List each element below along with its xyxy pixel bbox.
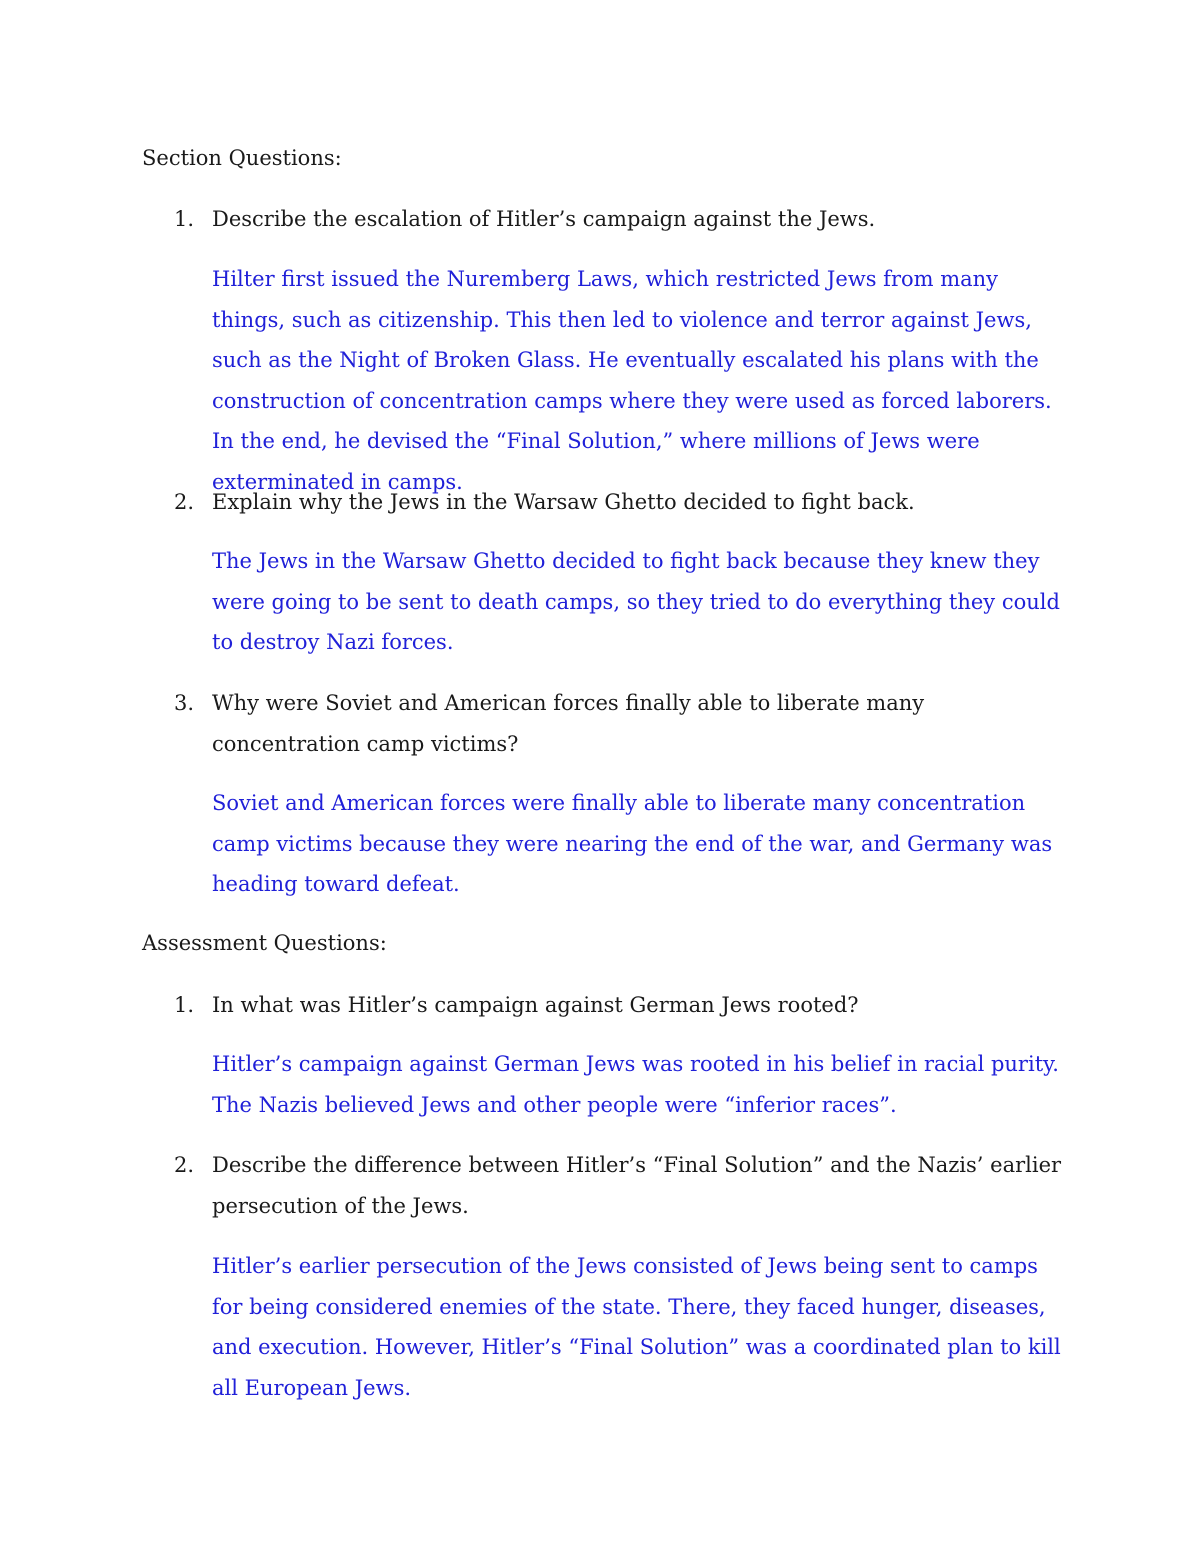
section-question-3: [142, 683, 1062, 764]
assessment-question-2: [142, 1145, 1062, 1226]
section-questions-heading: Section Questions:: [142, 146, 342, 170]
question-text: Why were Soviet and American forces finally able to liberate many concentration camp victims?: [212, 691, 925, 756]
assessment-answer-1: Hitler’s campaign against German Jews was rooted in his belief in racial purity. The Nazis believed Jews and other people were “inferior races”.: [212, 1052, 1059, 1117]
section-answer-1: Hilter first issued the Nuremberg Laws, which restricted Jews from many things, such as citizenship. This then led to violence and terror against Jews, such as the Night of Broken Glass. He eventually escalated his plans with the construction of concentration camps where they were used as forced laborers. In the end, he devised the “Final Solution,” where millions of Jews were exterminated in camps.: [212, 267, 1052, 494]
question-text: Describe the difference between Hitler’s “Final Solution” and the Nazis’ earlier persecution of the Jews.: [212, 1153, 1062, 1218]
question-text: In what was Hitler’s campaign against German Jews rooted?: [212, 993, 859, 1017]
section-answer-2: The Jews in the Warsaw Ghetto decided to fight back because they knew they were going to be sent to death camps, so they tried to do everything they could to destroy Nazi forces.: [212, 549, 1060, 654]
assessment-questions-heading: Assessment Questions:: [142, 931, 387, 955]
section-question-2: [142, 482, 1062, 523]
question-number: 1.: [174, 207, 195, 231]
assessment-question-1: [142, 985, 1062, 1026]
section-question-1: [142, 199, 1062, 240]
question-number: 1.: [174, 993, 195, 1017]
question-text: Explain why the Jews in the Warsaw Ghetto decided to fight back.: [212, 490, 915, 514]
section-answer-3: Soviet and American forces were finally able to liberate many concentration camp victims because they were nearing the end of the war, and Germany was heading toward defeat.: [212, 791, 1053, 896]
question-text: Describe the escalation of Hitler’s campaign against the Jews.: [212, 207, 876, 231]
question-number: 3.: [174, 691, 195, 715]
question-number: 2.: [174, 1153, 195, 1177]
question-number: 2.: [174, 490, 195, 514]
assessment-answer-2: Hitler’s earlier persecution of the Jews consisted of Jews being sent to camps for being considered enemies of the state. There, they faced hunger, diseases, and execution. However, Hitler’s “Final Solution” was a coordinated plan to kill all European Jews.: [212, 1254, 1061, 1400]
